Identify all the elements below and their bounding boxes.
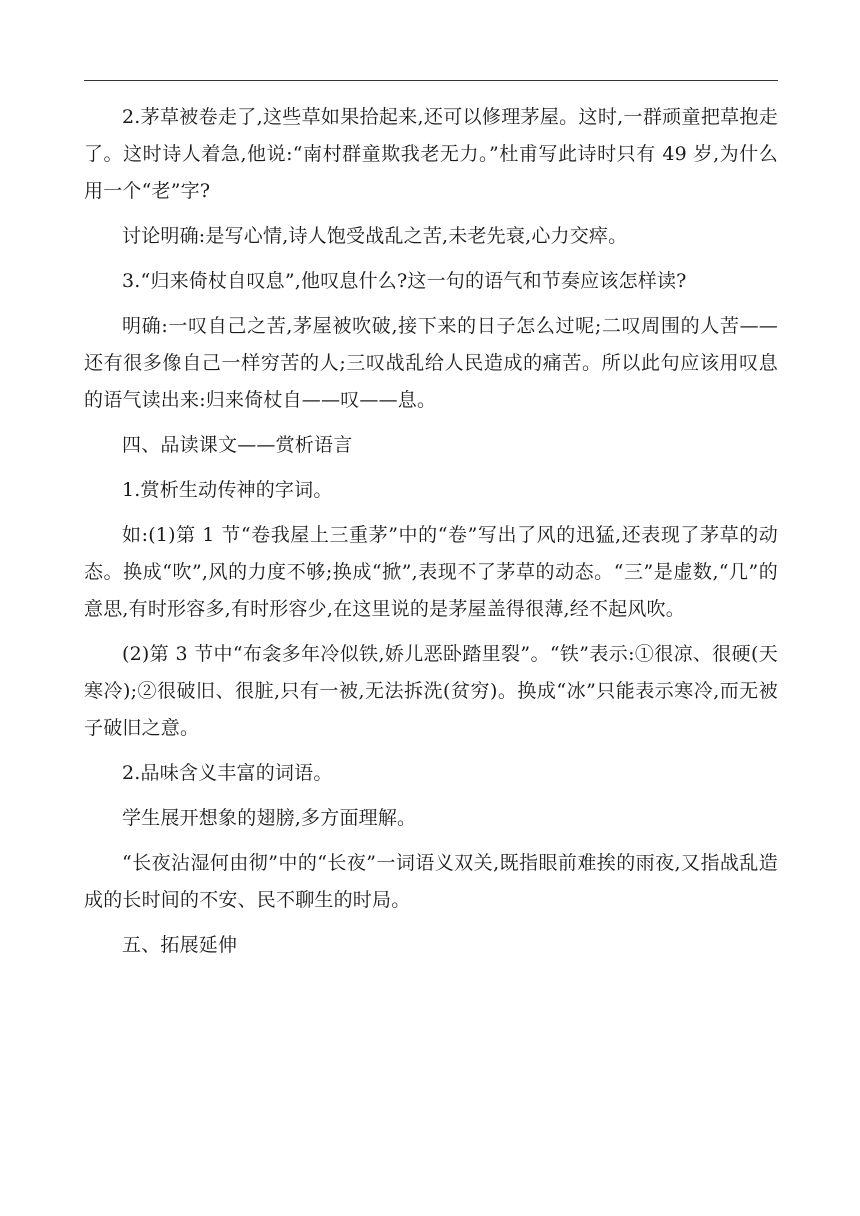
paragraph-question-2: 2.茅草被卷走了,这些草如果拾起来,还可以修理茅屋。这时,一群顽童把草抱走了。这时诗人着急,他说:“南村群童欺我老无力。”杜甫写此诗时只有 49 岁,为什么用一个“老”字? xyxy=(84,106,778,202)
paragraph-long-night: “长夜沾湿何由彻”中的“长夜”一词语义双关,既指眼前难挨的雨夜,又指战乱造成的长时间的不安、民不聊生的时局。 xyxy=(84,852,778,911)
header-rule xyxy=(84,80,778,81)
paragraph-imagination: 学生展开想象的翅膀,多方面理解。 xyxy=(122,807,417,829)
document-body xyxy=(84,99,778,972)
paragraph-example-1: 如:(1)第 1 节“卷我屋上三重茅”中的“卷”写出了风的迅猛,还表现了茅草的动态。换成“吹”,风的力度不够;换成“掀”,表现不了茅草的动态。“三”是虚数,“几”的意思,有时形容多,有时形容少,在这里说的是茅屋盖得很薄,经不起风吹。 xyxy=(84,524,778,620)
paragraph-example-2: (2)第 3 节中“布衾多年冷似铁,娇儿恶卧踏里裂”。“铁”表示:①很凉、很硬(天寒冷);②很破旧、很脏,只有一被,无法拆洗(贫穷)。换成“冰”只能表示寒冷,而无被子破旧之意。 xyxy=(84,643,778,739)
section-heading-5: 五、拓展延伸 xyxy=(122,934,238,956)
subheading-2: 2.品味含义丰富的词语。 xyxy=(122,762,333,784)
subheading-1: 1.赏析生动传神的字词。 xyxy=(122,479,333,501)
section-heading-4: 四、品读课文——赏析语言 xyxy=(122,434,353,456)
paragraph-clarification: 明确:一叹自己之苦,茅屋被吹破,接下来的日子怎么过呢;二叹周围的人苦——还有很多像自己一样穷苦的人;三叹战乱给人民造成的痛苦。所以此句应该用叹息的语气读出来:归来倚杖自——叹——息。 xyxy=(84,315,778,411)
paragraph-discussion: 讨论明确:是写心情,诗人饱受战乱之苦,未老先衰,心力交瘁。 xyxy=(122,225,628,247)
paragraph-question-3: 3.“归来倚杖自叹息”,他叹息什么?这一句的语气和节奏应该怎样读? xyxy=(122,270,687,292)
